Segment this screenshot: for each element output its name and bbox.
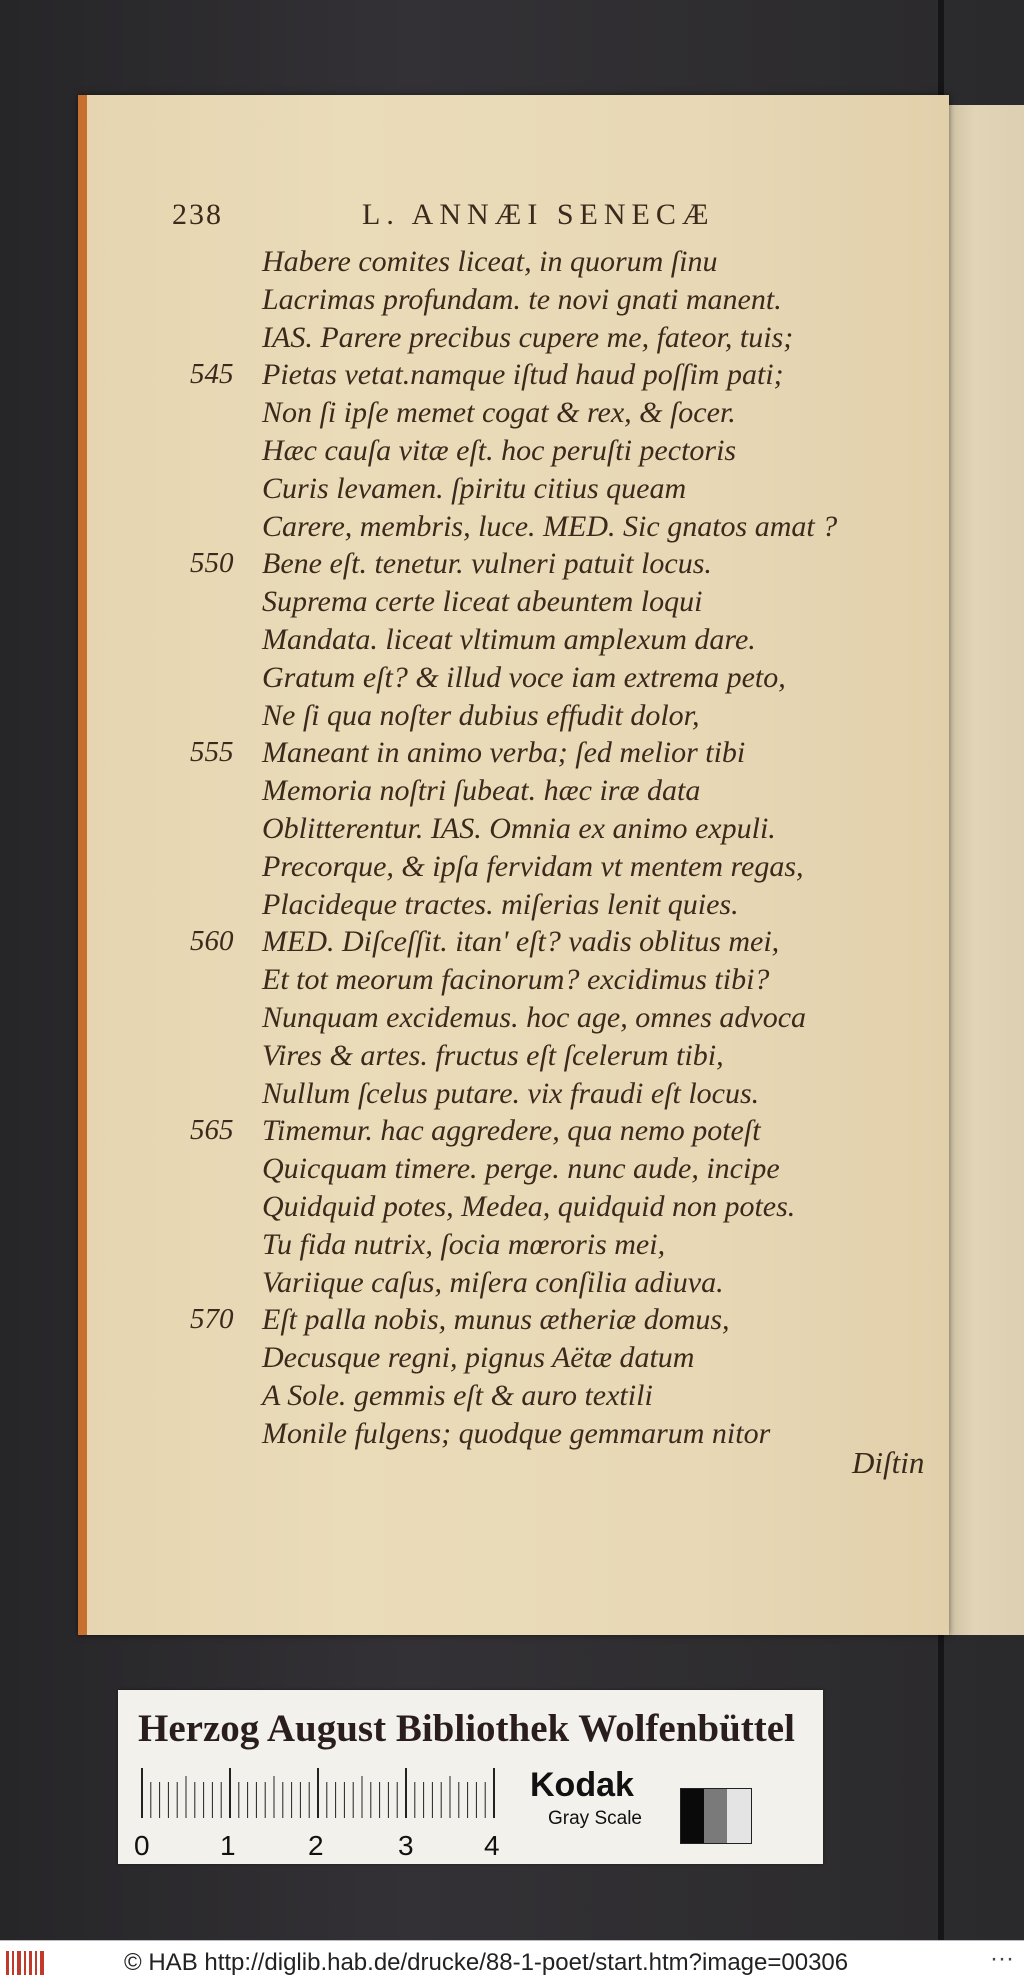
library-name: Herzog August Bibliothek Wolfenbüttel <box>138 1707 795 1750</box>
hab-barcode-logo-icon <box>6 1949 48 1977</box>
verse-line: Oblitterentur. IAS. Omnia ex animo expuli. <box>262 812 776 845</box>
line-number: 550 <box>190 547 234 580</box>
verse-line: Variique caſus, miſera conſilia adiuva. <box>262 1265 724 1299</box>
verse-line: Suprema certe liceat abeuntem loqui <box>262 585 703 619</box>
ruler-number: 2 <box>308 1830 324 1861</box>
verse-line: Timemur. hac aggredere, qua nemo poteſt <box>262 1114 761 1148</box>
gray-scale-label: Gray Scale <box>548 1808 642 1829</box>
verse-line: Et tot meorum facinorum? excidimus tibi? <box>262 963 770 997</box>
verse-line: Quicquam timere. perge. nunc aude, incipe <box>262 1152 780 1186</box>
verse-line: Tu fida nutrix, ſocia mœroris mei, <box>262 1227 666 1261</box>
line-number: 560 <box>190 925 234 958</box>
footer-source-link[interactable]: © HAB http://diglib.hab.de/drucke/88-1-poet/start.htm?image=00306 <box>124 1949 849 1976</box>
color-calibration-card <box>118 1690 823 1864</box>
line-number: 570 <box>190 1303 234 1336</box>
verse-line: Maneant in animo verba; ſed melior tibi <box>262 736 746 770</box>
verse-line: Monile fulgens; quodque gemmarum nitor <box>262 1416 771 1450</box>
next-page-catchword: Diſtin <box>852 1445 925 1480</box>
footer-bar <box>0 1940 1024 1984</box>
line-number: 545 <box>190 358 234 391</box>
verse-line: Habere comites liceat, in quorum ſinu <box>262 245 718 278</box>
running-head <box>172 198 792 236</box>
verse-line: Placideque tractes. miſerias lenit quies. <box>262 887 739 921</box>
ruler-number: 0 <box>134 1830 150 1861</box>
verse-line: Gratum eſt? & illud voce iam extrema peto, <box>262 660 786 694</box>
ruler-ticks <box>140 1766 520 1826</box>
verse-line: Decusque regni, pignus Aëtæ datum <box>262 1341 695 1375</box>
verse-line: Hæc cauſa vitæ eſt. hoc peruſti pectoris <box>262 434 737 467</box>
ruler-number: 3 <box>398 1830 414 1861</box>
verse-line: Nunquam excidemus. hoc age, omnes advoca <box>262 1001 807 1034</box>
verse-line: Pietas vetat.namque iſtud haud poſſim pati; <box>262 358 784 392</box>
verse-line: Carere, membris, luce. MED. Sic gnatos amat ? <box>262 509 838 543</box>
verse-line: Bene eſt. tenetur. vulneri patuit locus. <box>262 547 712 581</box>
verse-line: Quidquid potes, Medea, quidquid non potes. <box>262 1190 796 1223</box>
page-number: 238 <box>172 198 223 231</box>
running-title: L. ANNÆI SENECÆ <box>362 198 715 231</box>
line-number: 565 <box>190 1114 234 1147</box>
ruler-number: 1 <box>220 1830 236 1861</box>
verse-line: Ne ſi qua noſter dubius effudit dolor, <box>262 698 700 732</box>
next-page-edge <box>942 105 1024 1635</box>
verse-line: IAS. Parere precibus cupere me, fateor, tuis; <box>262 320 794 354</box>
verse-line: Curis levamen. ſpiritu citius queam <box>262 471 687 505</box>
line-number: 555 <box>190 736 234 769</box>
verse-line: Nullum ſcelus putare. vix fraudi eſt locus. <box>262 1076 760 1110</box>
verse-line: MED. Diſceſſit. itan' eſt? vadis oblitus mei, <box>262 925 780 959</box>
verse-line: Memoria noſtri ſubeat. hæc iræ data <box>262 774 701 808</box>
verse-line: Precorque, & ipſa fervidam vt mentem regas, <box>262 849 804 883</box>
verse-line: Mandata. liceat vltimum amplexum dare. <box>262 623 756 656</box>
verse-line: Lacrimas profundam. te novi gnati manent. <box>262 282 782 316</box>
gray-scale-swatch <box>680 1788 752 1844</box>
verse-line: Vires & artes. fructus eſt ſcelerum tibi, <box>262 1038 724 1072</box>
verse-line: A Sole. gemmis eſt & auro textili <box>262 1379 653 1412</box>
ruler-number: 4 <box>484 1830 500 1861</box>
verse-line: Eſt palla nobis, munus ætheriæ domus, <box>262 1303 730 1337</box>
more-options-icon[interactable]: ··· <box>990 1945 1014 1972</box>
kodak-brand: Kodak <box>530 1766 634 1804</box>
verse-line: Non ſi ipſe memet cogat & rex, & ſocer. <box>262 396 736 430</box>
